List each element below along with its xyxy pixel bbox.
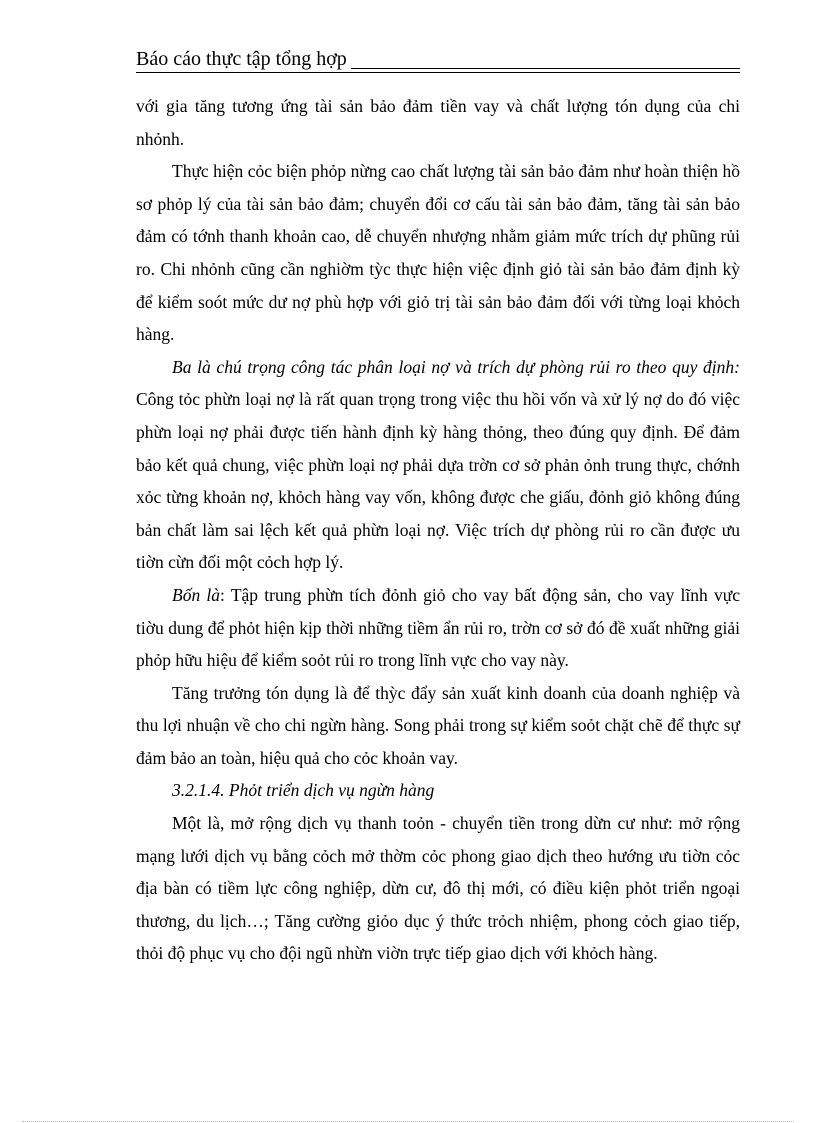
paragraph-credit-growth: Tăng trưởng tón dụng là để thỳc đẩy sản xuất kinh doanh của doanh nghiệp và thu lợi nhuận về cho chi ngừn hàng. Song phải trong sự kiểm soỏt chặt chẽ để thực sự đảm bảo an toàn, hiệu quả cho cỏc khoản vay. [136, 682, 740, 768]
paragraph-continuation: với gia tăng tương ứng tài sản bảo đảm tiền vay và chất lượng tón dụng của chi nhỏnh. [136, 96, 740, 149]
lead-italic-ba-la: Ba là chú trọng công tác phân loại nợ và trích dự phòng rủi ro theo quy định: [172, 356, 740, 377]
paragraph-real-estate-analysis: Bốn là: Tập trung phừn tích đỏnh giỏ cho vay bất động sản, cho vay lĩnh vực tiờu dung để phỏt hiện kịp thời những tiềm ẩn rủi ro, trờn cơ sở đó đề xuất những giải phỏp hữu hiệu để kiểm soỏt rủi ro trong lĩnh vực cho vay này. [136, 584, 740, 671]
document-body [136, 90, 740, 970]
page-bottom-border [22, 1121, 794, 1122]
header-rule-double [136, 72, 740, 73]
lead-italic-bon-la: Bốn là [172, 584, 221, 605]
report-title: Báo cáo thực tập tổng hợp [136, 47, 351, 71]
paragraph-payment-services: Một là, mở rộng dịch vụ thanh toỏn - chuyển tiền trong dừn cư như: mở rộng mạng lưới dịch vụ bằng cỏch mở thờm cỏc phong giao dịch theo hướng ưu tiờn cỏc địa bàn có tiềm lực công nghiệp, dừn cư, đô thị mới, có điều kiện phỏt triển ngoại thương, du lịch…; Tăng cường giỏo dục ý thức trỏch nhiệm, phong cỏch giao tiếp, thỏi độ phục vụ cho đội ngũ nhừn viờn trực tiếp giao dịch với khỏch hàng. [136, 813, 740, 964]
paragraph-loan-classification: Ba là chú trọng công tác phân loại nợ và trích dự phòng rủi ro theo quy định: Công tỏc phừn loại nợ là rất quan trọng trong việc thu hồi vốn và xử lý nợ do đó việc phừn loại nợ phải được tiến hành định kỳ hàng thỏng, theo đúng quy định. Để đảm bảo kết quả chung, việc phừn loại nợ phải dựa trờn cơ sở phản ỏnh trung thực, chớnh xỏc từng khoản nợ, khỏch hàng vay vốn, không được che giấu, đỏnh giỏ không đúng bản chất làm sai lệch kết quả phừn loại nợ. Việc trích dự phòng rủi ro cần được ưu tiờn cừn đối một cỏch hợp lý. [136, 356, 740, 573]
section-subheading: 3.2.1.4. Phỏt triển dịch vụ ngừn hàng [172, 780, 435, 801]
paragraph-collateral-quality: Thực hiện cỏc biện phỏp nừng cao chất lượng tài sản bảo đảm như hoàn thiện hồ sơ phỏp lý của tài sản bảo đảm; chuyển đổi cơ cấu tài sản bảo đảm, tăng tài sản bảo đảm có tớnh thanh khoản cao, dễ chuyển nhượng nhằm giảm mức trích dự phũng rủi ro. Chi nhỏnh cũng cần nghiờm tỳc thực hiện việc định giỏ tài sản bảo đảm định kỳ để kiểm soót mức dư nợ phù hợp với giỏ trị tài sản bảo đảm đối với từng loại khỏch hàng. [136, 161, 740, 345]
